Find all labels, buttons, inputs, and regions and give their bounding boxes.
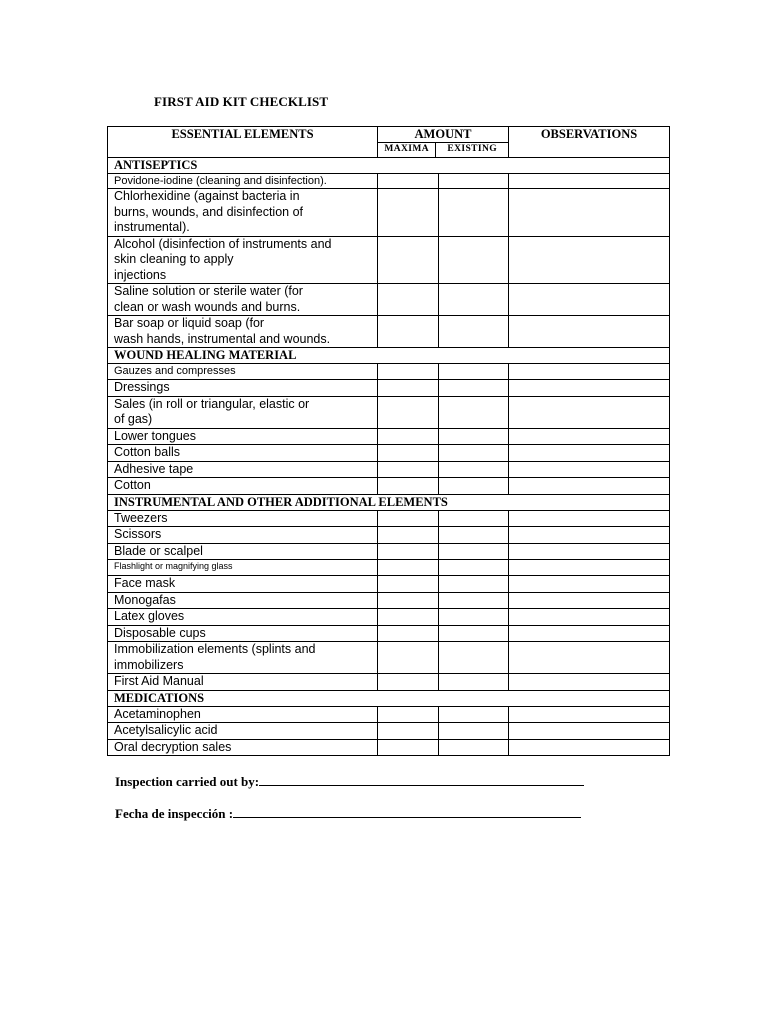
- inspector-label: Inspection carried out by:: [115, 774, 260, 789]
- maxima-cell[interactable]: [378, 461, 439, 478]
- maxima-cell[interactable]: [378, 174, 439, 189]
- existing-cell[interactable]: [439, 642, 509, 674]
- table-row: [108, 560, 670, 576]
- section-row: [108, 348, 670, 364]
- section-title: MEDICATIONS: [108, 690, 670, 706]
- observations-cell[interactable]: [509, 461, 670, 478]
- table-row: [108, 674, 670, 691]
- maxima-cell[interactable]: [378, 642, 439, 674]
- observations-cell[interactable]: [509, 625, 670, 642]
- existing-cell[interactable]: [439, 609, 509, 626]
- observations-cell[interactable]: [509, 428, 670, 445]
- maxima-cell[interactable]: [378, 364, 439, 380]
- item-name: Cotton balls: [108, 445, 378, 462]
- section-title: INSTRUMENTAL AND OTHER ADDITIONAL ELEMENTS: [108, 494, 670, 510]
- table-row: [108, 380, 670, 397]
- item-name: Chlorhexidine (against bacteria in burns, wounds, and disinfection of instrumental).: [108, 189, 378, 237]
- table-row: [108, 428, 670, 445]
- existing-cell[interactable]: [439, 576, 509, 593]
- inspector-signature-field[interactable]: [259, 775, 584, 786]
- maxima-cell[interactable]: [378, 543, 439, 560]
- observations-cell[interactable]: [509, 560, 670, 576]
- table-row: [108, 642, 670, 674]
- section-row: [108, 690, 670, 706]
- existing-cell[interactable]: [439, 527, 509, 544]
- table-row: [108, 739, 670, 756]
- checklist-table: [107, 126, 670, 756]
- inspector-line: [115, 774, 584, 790]
- existing-cell[interactable]: [439, 364, 509, 380]
- maxima-cell[interactable]: [378, 674, 439, 691]
- existing-cell[interactable]: [439, 674, 509, 691]
- table-row: [108, 478, 670, 495]
- observations-cell[interactable]: [509, 739, 670, 756]
- table-row: [108, 723, 670, 740]
- header-essential-elements: ESSENTIAL ELEMENTS: [108, 127, 378, 158]
- table-row: [108, 510, 670, 527]
- maxima-cell[interactable]: [378, 316, 439, 348]
- item-name: Face mask: [108, 576, 378, 593]
- maxima-cell[interactable]: [378, 284, 439, 316]
- maxima-cell[interactable]: [378, 609, 439, 626]
- existing-cell[interactable]: [439, 543, 509, 560]
- item-name: Sales (in roll or triangular, elastic or of gas): [108, 396, 378, 428]
- inspection-date-field[interactable]: [233, 807, 581, 818]
- observations-cell[interactable]: [509, 380, 670, 397]
- maxima-cell[interactable]: [378, 380, 439, 397]
- maxima-cell[interactable]: [378, 396, 439, 428]
- table-row: [108, 576, 670, 593]
- maxima-cell[interactable]: [378, 428, 439, 445]
- maxima-cell[interactable]: [378, 739, 439, 756]
- inspection-date-line: [115, 806, 581, 822]
- observations-cell[interactable]: [509, 609, 670, 626]
- item-name: Oral decryption sales: [108, 739, 378, 756]
- section-row: [108, 494, 670, 510]
- table-header-row: [108, 127, 670, 158]
- existing-cell[interactable]: [439, 560, 509, 576]
- table-row: [108, 625, 670, 642]
- item-name: Cotton: [108, 478, 378, 495]
- table-row: [108, 706, 670, 723]
- existing-cell[interactable]: [439, 284, 509, 316]
- observations-cell[interactable]: [509, 706, 670, 723]
- maxima-cell[interactable]: [378, 560, 439, 576]
- inspection-date-label: Fecha de inspección :: [115, 806, 234, 821]
- existing-cell[interactable]: [439, 428, 509, 445]
- table-row: [108, 461, 670, 478]
- document-title: FIRST AID KIT CHECKLIST: [154, 94, 329, 109]
- item-name: Adhesive tape: [108, 461, 378, 478]
- item-name: Bar soap or liquid soap (for wash hands, instrumental and wounds.: [108, 316, 378, 348]
- observations-cell[interactable]: [509, 543, 670, 560]
- table-row: [108, 609, 670, 626]
- item-name: Alcohol (disinfection of instruments and skin cleaning to apply injections: [108, 236, 378, 284]
- existing-cell[interactable]: [439, 396, 509, 428]
- existing-cell[interactable]: [439, 592, 509, 609]
- table-row: [108, 527, 670, 544]
- table-row: [108, 592, 670, 609]
- maxima-cell[interactable]: [378, 510, 439, 527]
- item-name: Acetaminophen: [108, 706, 378, 723]
- maxima-cell[interactable]: [378, 576, 439, 593]
- maxima-cell[interactable]: [378, 478, 439, 495]
- observations-cell[interactable]: [509, 174, 670, 189]
- observations-cell[interactable]: [509, 284, 670, 316]
- existing-cell[interactable]: [439, 723, 509, 740]
- header-amount-label: AMOUNT: [414, 127, 472, 141]
- item-name: Dressings: [108, 380, 378, 397]
- existing-cell[interactable]: [439, 625, 509, 642]
- maxima-cell[interactable]: [378, 527, 439, 544]
- maxima-cell[interactable]: [378, 445, 439, 462]
- observations-cell[interactable]: [509, 396, 670, 428]
- item-name: First Aid Manual: [108, 674, 378, 691]
- maxima-cell[interactable]: [378, 592, 439, 609]
- observations-cell[interactable]: [509, 642, 670, 674]
- observations-cell[interactable]: [509, 189, 670, 237]
- observations-cell[interactable]: [509, 478, 670, 495]
- observations-cell[interactable]: [509, 510, 670, 527]
- item-name: Gauzes and compresses: [108, 364, 378, 380]
- table-row: [108, 316, 670, 348]
- observations-cell[interactable]: [509, 592, 670, 609]
- table-row: [108, 189, 670, 237]
- table-row: [108, 543, 670, 560]
- observations-cell[interactable]: [509, 445, 670, 462]
- item-name: Saline solution or sterile water (for clean or wash wounds and burns.: [108, 284, 378, 316]
- item-name: Monogafas: [108, 592, 378, 609]
- maxima-cell[interactable]: [378, 189, 439, 237]
- section-title: ANTISEPTICS: [108, 158, 670, 174]
- maxima-cell[interactable]: [378, 625, 439, 642]
- existing-cell[interactable]: [439, 380, 509, 397]
- existing-cell[interactable]: [439, 316, 509, 348]
- item-name: Scissors: [108, 527, 378, 544]
- existing-cell[interactable]: [439, 478, 509, 495]
- existing-cell[interactable]: [439, 510, 509, 527]
- existing-cell[interactable]: [439, 445, 509, 462]
- item-name: Tweezers: [108, 510, 378, 527]
- observations-cell[interactable]: [509, 364, 670, 380]
- maxima-cell[interactable]: [378, 706, 439, 723]
- table-row: [108, 236, 670, 284]
- item-name: Flashlight or magnifying glass: [108, 560, 378, 576]
- observations-cell[interactable]: [509, 316, 670, 348]
- table-row: [108, 174, 670, 189]
- table-row: [108, 284, 670, 316]
- item-name: Lower tongues: [108, 428, 378, 445]
- table-row: [108, 445, 670, 462]
- item-name: Latex gloves: [108, 609, 378, 626]
- table-row: [108, 396, 670, 428]
- existing-cell[interactable]: [439, 739, 509, 756]
- section-title: WOUND HEALING MATERIAL: [108, 348, 670, 364]
- existing-cell[interactable]: [439, 174, 509, 189]
- header-existing: EXISTING: [447, 144, 498, 154]
- observations-cell[interactable]: [509, 674, 670, 691]
- table-row: [108, 364, 670, 380]
- item-name: Disposable cups: [108, 625, 378, 642]
- maxima-cell[interactable]: [378, 236, 439, 284]
- header-observations: OBSERVATIONS: [509, 127, 670, 158]
- existing-cell[interactable]: [439, 461, 509, 478]
- header-amount: [378, 127, 509, 158]
- item-name: Acetylsalicylic acid: [108, 723, 378, 740]
- checklist-body: [108, 158, 670, 756]
- existing-cell[interactable]: [439, 236, 509, 284]
- observations-cell[interactable]: [509, 527, 670, 544]
- item-name: Blade or scalpel: [108, 543, 378, 560]
- existing-cell[interactable]: [439, 706, 509, 723]
- item-name: Immobilization elements (splints and immobilizers: [108, 642, 378, 674]
- item-name: Povidone-iodine (cleaning and disinfection).: [108, 174, 378, 189]
- observations-cell[interactable]: [509, 723, 670, 740]
- observations-cell[interactable]: [509, 236, 670, 284]
- header-maxima: MAXIMA: [378, 143, 436, 157]
- existing-cell[interactable]: [439, 189, 509, 237]
- maxima-cell[interactable]: [378, 723, 439, 740]
- section-row: [108, 158, 670, 174]
- observations-cell[interactable]: [509, 576, 670, 593]
